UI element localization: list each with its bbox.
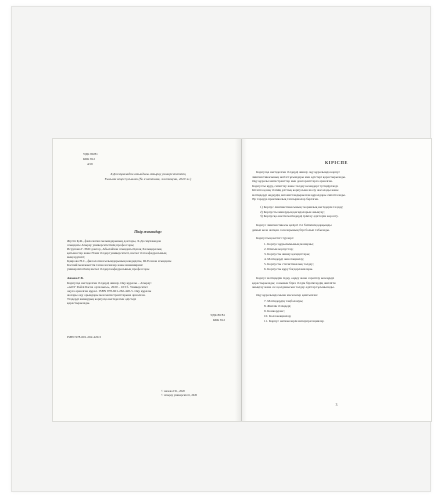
copyright-line: © Атырау университеті, 2020 xyxy=(161,393,198,397)
list-item: 6. Корпусты құру бағдарламалары. xyxy=(264,267,314,271)
page-title: КІРІСПЕ xyxy=(325,160,348,165)
author-code: А59 xyxy=(87,162,93,166)
list-item: 3. Корпусты жинау қағидаттары; xyxy=(264,252,310,256)
list-item: 5. Корпусты статистикалық талдау; xyxy=(264,262,314,266)
intro-line: Корпусқа негізделген тілдерді жинау оқу құралында корпус xyxy=(256,170,341,174)
abstract-line: Тілдерді жинаудың корпусқа негізделген әдістері xyxy=(67,297,137,301)
list-heading: Оқу құралында мына мәселелер қамтылған: xyxy=(256,293,318,297)
reviewer-line: меңгерушісі; xyxy=(67,255,86,259)
abstract-line: «АӨУ Рөйлі Баспа орталығы», 2020 – 103 б. Университет xyxy=(67,285,148,289)
list-heading: Корпустың негізгі түрлері: xyxy=(256,236,294,240)
reviewer-line: Жүсіп Қ.Ф., филология ғылымдарының докторы, Х.Досмұхамедов xyxy=(67,239,161,243)
paragraph-line: анықтау және сөз қолданысын талдау әдістері ұсынылады. xyxy=(252,285,335,289)
reviewer-line: қатынастар және Әлем тілдері университеті, шетел тілі кафедрасының xyxy=(67,251,167,255)
abstract-line: жоғары оқу орындары мен магистранттарына арналған. xyxy=(67,293,146,297)
list-item: 10. Коллокациялар; xyxy=(264,314,292,318)
right-page xyxy=(242,139,431,421)
reviewer-line: Каспий мемлекеттік технологиялар және инжиниринг xyxy=(67,263,143,267)
reviewer-line: Исрупова Г. PhD доктор, Абылайхан атындағы Қазақ Халықаралық xyxy=(67,247,162,251)
author-name: Аязова Г.Б. xyxy=(67,276,84,280)
reviewer-line: Қаирова Н.С., филология ғылымдарының кандидаты, Ш.Есенов атындағы xyxy=(67,259,172,263)
paragraph-line: дамып келе жатқан салаларының бірі болып табылады. xyxy=(252,227,330,232)
reviewers-heading: Пікір жазғандар: xyxy=(134,230,162,234)
point-item: 3) Корпусқа енетін мәтіндерді іріктеу әдістерін көрсету. xyxy=(260,214,339,218)
abstract-line: Корпусқа негізделген тілдерді жинау. Оқу құралы – Атырау: xyxy=(67,281,152,285)
list-item: 1. Корпус құрылымының мазмұны; xyxy=(264,242,314,246)
point-item: 2) Корпусты жинаудың қағидаларын анықтау; xyxy=(260,209,325,214)
isbn: ISBN 978-601-262-420-5 xyxy=(67,335,102,339)
udk-code-bottom: УДК 80/81 xyxy=(210,313,225,317)
list-item: 8. Жиілік тізімдері; xyxy=(264,304,292,308)
list-item: 9. Конкорданс; xyxy=(264,309,285,313)
abstract-line: қарастырылады. xyxy=(67,301,90,305)
paragraph-line: Корпус мәтіндерін іздеу, өңдеу және сараптау кезеңдері xyxy=(256,276,335,280)
book-spread xyxy=(52,138,432,422)
intro-line: Оқу құралы магистранттар мен докторанттарға арналған. xyxy=(252,179,333,183)
paragraph-line: қарастырылады; сонымен бірге тілдік бірліктердің жиілігін xyxy=(252,280,336,285)
paragraph-line: Корпус лингвистикасы қазіргі тіл білімінің қарқынды xyxy=(256,223,332,227)
intro-line: мәтіндерді өңдеудің автоматтандырылған құралдары сипатталады. xyxy=(252,192,346,197)
intro-line: Кітапта қазақ тілінің ұлттық корпусына шолу жасалады және xyxy=(252,188,339,192)
reviewer-line: атындағы Атырау университетінің профессоры; xyxy=(67,243,135,247)
udk-code: УДК 80/81 xyxy=(83,152,98,156)
list-item: 7. Мәтіндердің таңбалануы; xyxy=(264,299,304,303)
intro-line: лингвистикасының негізгі ұғымдары мен әдістері қарастырылады. xyxy=(252,174,346,179)
abstract-line: оқуға арналған құрал. ISBN 978-601-262-420-5. Оқу құралы xyxy=(67,289,152,293)
list-item: 2. Шағын корпустар; xyxy=(264,247,294,251)
recommendation-line-2: Ғылыми кеңесі ұсынған (№ 4 хаттама, желтоқсан, 2020 ж.) xyxy=(104,177,192,181)
list-item: 4. Мәтіндерді аннотациялау; xyxy=(264,257,305,261)
copyright-line: © Аязова Г.Б., 2020 xyxy=(161,389,185,393)
page-number: 3 xyxy=(335,403,338,407)
intro-line: Корпусты құру, сипаттау және талдау кезеңдері түсіндіріледі. xyxy=(252,183,339,188)
intro-line: Әр тарауда практикалық тапсырмалар берілген. xyxy=(252,197,319,201)
list-item: 11. Корпус нәтижелерін интерпретациялау. xyxy=(264,319,325,323)
kbk-code-bottom: КБК 812 xyxy=(212,318,225,322)
reviewer-line: университетінің шетел тілдері кафедрасының профессоры xyxy=(67,267,150,271)
left-page xyxy=(53,139,242,421)
recommendation-line-1: Х.Досмұхамедов атындағы Атырау университетінің xyxy=(110,172,186,176)
kbk-code: КБК 812 xyxy=(83,157,96,161)
point-item: 1) Корпус лингвистикасының теориялық негіздерін талдау; xyxy=(260,205,344,209)
